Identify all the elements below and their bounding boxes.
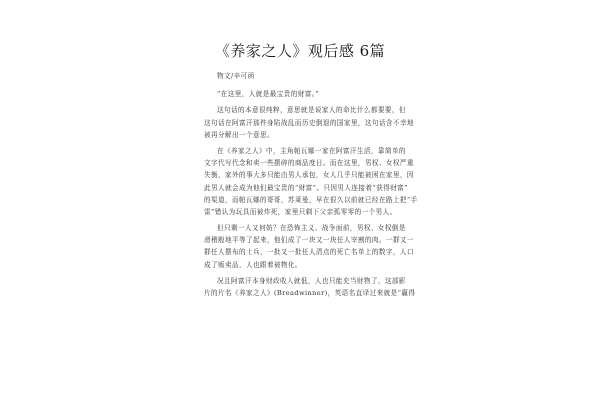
text-line: 雷”错认为玩具而被炸死，家里只剩下父亲孤零零的一个男人。 (204, 207, 397, 216)
author-line: 物文/辛可函 (217, 72, 255, 80)
text-line: 这句话在阿富汗那件身陷战乱而历史倒退的国家里，这句话含不幸地 (204, 118, 414, 127)
text-line: 的渠道，而帕瓦娜的哥哥，苏莱曼，早在很久以前就已经在路上把“手 (204, 195, 418, 204)
text-line: 群任人摆布的士兵，一批又一批任人清点的死亡名单上的数字，人口 (204, 248, 414, 257)
paragraph-story (204, 145, 418, 218)
paragraph-war (204, 222, 414, 271)
paragraph-title-meaning (204, 275, 416, 299)
text-line: 此男人就会成为他们最宝贵的“财富”。只因男人连接着“获得财富” (204, 183, 408, 192)
text-line: 文字代写代念和卖一些摆碎的商品度日。而在这里，男权、女权严重 (204, 159, 414, 168)
paragraph-intro (204, 104, 414, 141)
text-line: 但只剩一人又何妨？在恐怖主义、战争面前，男权、女权倒是 (217, 224, 406, 233)
text-line: 这句话的本意很纯粹，意思就是说家人的命比什么都要要，但 (217, 106, 406, 115)
text-line: 在《养家之人》中，主角帕瓦娜一家在阿富汗生活，靠简单的 (217, 146, 406, 155)
paragraph-quote (204, 88, 400, 100)
text-line: 况且阿富汗本身财政收入就低，人也只能充当财物了，这部影 (217, 276, 406, 285)
text-line: 片的片名《养家之人》(Breadwinner)，英语名直译过来就是“赢得 (204, 289, 416, 297)
text-line: 被再分解出一个意思。 (204, 130, 274, 139)
text-line: “在这里，人就是最宝贵的财富。” (217, 90, 320, 99)
article-body (204, 70, 418, 299)
text-line: 失衡，家外的事大多只能由男人承包，女人几乎只能被困在家里，因 (204, 171, 414, 180)
text-line: 成了贩卖品，人也跟着被物化。 (204, 260, 302, 269)
text-line: 滑稽般地平等了起来，他们成了一块又一块任人宰割的肉。一群又一 (204, 236, 414, 245)
page-title: 《养家之人》观后感 6篇 (214, 42, 386, 60)
